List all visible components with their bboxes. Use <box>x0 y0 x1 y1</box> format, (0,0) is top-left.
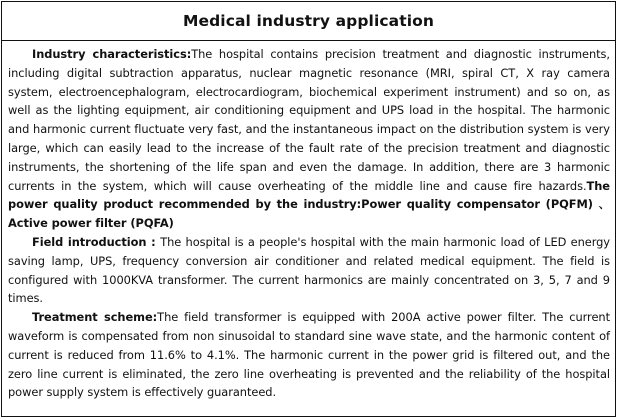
treatment-scheme-text: The field transformer is equipped with 200A active power filter. The current waveform is compensated from non sinusoidal to standard sine wave state, and the harmonic content of current is reduced from 11.6% to 4.1%. The harmonic current in the power grid is filtered out, and the zero line current is eliminated, the zero line overheating is prevented and the reliability of the hospital power supply system is effectively guaranteed. <box>8 310 610 400</box>
field-introduction-label: Field introduction : <box>32 234 161 249</box>
industry-characteristics-paragraph <box>8 45 610 233</box>
page-title: Medical industry application <box>182 12 435 30</box>
treatment-scheme-label: Treatment scheme: <box>32 310 158 325</box>
industry-characteristics-text: The hospital contains precision treatment and diagnostic instruments, including digital subtraction apparatus, nuclear magnetic resonance (MRI, spiral CT, X ray camera system, electroencephalogram, electrocardiogram, biochemical experiment instrument) and so on, as well as the lighting equipment, air conditioning equipment and UPS load in the hospital. The harmonic and harmonic current fluctuate very fast, and the instantaneous impact on the distribution system is very large, which can easily lead to the increase of the fault rate of the precision treatment and diagnostic instruments, the shortening of the life span and even the damage. In addition, there are 3 harmonic currents in the system, which will cause overheating of the middle line and cause fire hazards. <box>8 47 610 193</box>
treatment-scheme-paragraph <box>8 308 610 402</box>
field-introduction-text: The hospital is a people's hospital with the main harmonic load of LED energy saving lamp, UPS, frequency conversion air conditioner and related medical equipment. The field is configured with 1000KVA transformer. The current harmonics are mainly concentrated on 3, 5, 7 and 9 times. <box>8 234 610 306</box>
industry-characteristics-label: Industry characteristics: <box>32 47 192 61</box>
field-introduction-paragraph <box>8 233 610 308</box>
recommended-products: The power quality product recommended by the industry:Power quality compensator (PQFM) 、 Active power filter (PQFA) <box>8 178 610 231</box>
title-row <box>2 2 615 41</box>
content-cell <box>2 41 615 402</box>
document-table <box>1 1 616 417</box>
